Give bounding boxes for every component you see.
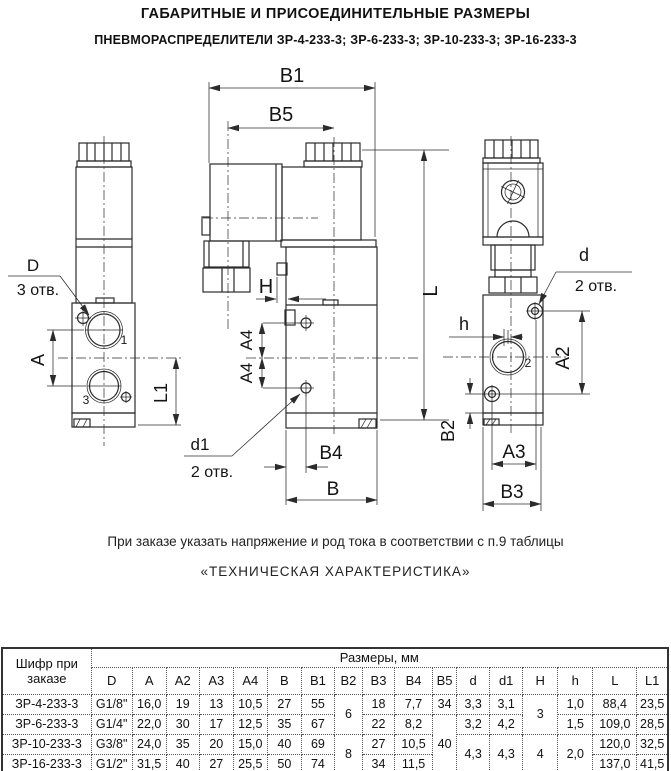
dim-label-b4: B4 xyxy=(319,443,343,464)
fixing-hole-d1 xyxy=(298,315,314,331)
port-number-3: 3 xyxy=(82,393,90,407)
solenoid-coil xyxy=(282,167,361,240)
dimension-b4 xyxy=(264,394,343,473)
column-header: A2 xyxy=(166,668,199,695)
table-cell: 8 xyxy=(334,735,362,771)
column-header: d1 xyxy=(490,668,523,695)
dim-label-h-lower: h xyxy=(458,314,470,334)
table-cell: 4,2 xyxy=(490,715,523,735)
table-cell: 1,0 xyxy=(558,695,593,715)
table-cell: 28,5 xyxy=(637,715,668,735)
table-cell: 20 xyxy=(199,735,233,755)
dim-label-l: L xyxy=(420,285,442,297)
dimension-a2 xyxy=(501,311,590,394)
dimension-h-upper xyxy=(256,276,326,303)
column-header: A3 xyxy=(199,668,233,695)
table-cell: 34 xyxy=(362,755,394,771)
dim-label-d-port: D xyxy=(26,256,40,275)
dim-label-b2: B2 xyxy=(438,419,458,443)
column-header: B4 xyxy=(395,668,433,695)
table-cell: 16,0 xyxy=(132,695,166,715)
page-title: ГАБАРИТНЫЕ И ПРИСОЕДИНИТЕЛЬНЫЕ РАЗМЕРЫ xyxy=(140,6,531,22)
table-cell: G1/8" xyxy=(91,695,132,715)
valve-body-front xyxy=(286,247,377,428)
hole-count-note: 3 отв. xyxy=(16,282,60,299)
order-note: При заказе указать напряжение и род тока в соответствии с п.9 таблицы xyxy=(107,534,564,549)
dim-label-h-upper: H xyxy=(258,276,274,298)
cable-gland xyxy=(203,268,250,292)
dimension-a4 xyxy=(237,323,300,388)
table-cell: 22 xyxy=(362,715,394,735)
table-cell: G1/2" xyxy=(91,755,132,771)
dim-label-b5: B5 xyxy=(268,104,294,126)
dim-label-a4: A4 xyxy=(237,362,256,384)
dimension-h-lower xyxy=(449,314,523,346)
column-header: B1 xyxy=(301,668,334,695)
port-number-2: 2 xyxy=(524,356,532,370)
column-header: L xyxy=(593,668,637,695)
dimension-b5 xyxy=(228,104,334,128)
table-cell: 35 xyxy=(166,735,199,755)
solenoid-body-right xyxy=(483,163,543,237)
dim-label-l1: L1 xyxy=(151,382,171,404)
technical-drawing xyxy=(0,60,671,535)
page-subtitle: ПНЕВМОРАСПРЕДЕЛИТЕЛИ ЗР-4-233-3; ЗР-6-233-3; ЗР-10-233-3; ЗР-16-233-3 xyxy=(94,33,577,47)
gland-nut xyxy=(489,277,537,293)
table-cell: 41,5 xyxy=(637,755,668,771)
row-code: ЗР-16-233-3 xyxy=(2,755,91,771)
table-cell: 69 xyxy=(301,735,334,755)
table-cell: 13 xyxy=(199,695,233,715)
dim-label-a: A xyxy=(28,353,48,367)
table-cell: 8,2 xyxy=(395,715,433,735)
row-code: ЗР-4-233-3 xyxy=(2,695,91,715)
table-cell: 27 xyxy=(267,695,301,715)
table-cell: 24,0 xyxy=(132,735,166,755)
dim-label-d-small: d xyxy=(578,245,590,265)
dim-label-b3: B3 xyxy=(500,482,524,503)
column-header: B3 xyxy=(362,668,394,695)
column-header: B xyxy=(267,668,301,695)
coil-cap-front xyxy=(304,143,362,167)
table-cell: 1,5 xyxy=(558,715,593,735)
table-cell: 88,4 xyxy=(593,695,637,715)
table-cell: 31,5 xyxy=(132,755,166,771)
table-cell: G1/4" xyxy=(91,715,132,735)
column-header: B2 xyxy=(334,668,362,695)
table-cell: 137,0 xyxy=(593,755,637,771)
screw-icon xyxy=(496,175,531,210)
table-cell: 35 xyxy=(267,715,301,735)
table-cell: 4,3 xyxy=(490,735,523,771)
dim-label-b: B xyxy=(326,479,340,500)
table-cell: 25,5 xyxy=(233,755,267,771)
table-cell: 4 xyxy=(523,735,558,771)
fixing-hole-d xyxy=(526,302,544,320)
dimension-l1 xyxy=(138,358,181,425)
table-cell: 12,5 xyxy=(233,715,267,735)
port-number-1: 1 xyxy=(120,333,128,347)
dimensions-table xyxy=(1,647,669,771)
table-cell: 40 xyxy=(267,735,301,755)
table-row xyxy=(2,695,668,715)
table-cell: 10,5 xyxy=(233,695,267,715)
dim-label-a3: A3 xyxy=(502,442,526,463)
dimension-b1 xyxy=(209,65,375,237)
column-header: B5 xyxy=(433,668,457,695)
table-cell: 19 xyxy=(166,695,199,715)
table-cell: 50 xyxy=(267,755,301,771)
fixing-hole-d xyxy=(483,385,501,403)
hole-count-note: 2 отв. xyxy=(574,278,618,295)
table-cell: 40 xyxy=(166,755,199,771)
table-cell: 27 xyxy=(199,755,233,771)
dim-label-a2: A2 xyxy=(553,346,574,370)
column-header: A xyxy=(132,668,166,695)
column-header: L1 xyxy=(637,668,668,695)
table-cell: G3/8" xyxy=(91,735,132,755)
table-cell: 22,0 xyxy=(132,715,166,735)
column-header: h xyxy=(558,668,593,695)
column-header: H xyxy=(523,668,558,695)
corner-header: Шифр при заказе xyxy=(2,648,91,695)
table-cell: 3,2 xyxy=(457,715,490,735)
hole-count-note: 2 отв. xyxy=(190,464,234,481)
row-code: ЗР-10-233-3 xyxy=(2,735,91,755)
hole-callout-d xyxy=(8,256,89,315)
tech-spec-note: «ТЕХНИЧЕСКАЯ ХАРАКТЕРИСТИКА» xyxy=(200,564,471,579)
group-header: Размеры, мм xyxy=(91,648,668,668)
table-cell: 34 xyxy=(433,695,457,715)
cable-connector xyxy=(202,164,282,292)
table-cell: 18 xyxy=(362,695,394,715)
column-header: A4 xyxy=(233,668,267,695)
table-cell: 3 xyxy=(523,695,558,735)
table-cell: 74 xyxy=(301,755,334,771)
column-header: d xyxy=(457,668,490,695)
dimension-b xyxy=(286,430,377,505)
table-cell: 17 xyxy=(199,715,233,735)
dimension-b2 xyxy=(438,378,484,442)
table-cell: 40 xyxy=(433,715,457,771)
table-cell: 3,1 xyxy=(490,695,523,715)
table-row xyxy=(2,735,668,755)
fixing-hole-d1 xyxy=(298,380,314,396)
table-cell: 7,7 xyxy=(395,695,433,715)
mounting-hole xyxy=(120,391,132,403)
right-view xyxy=(438,136,632,511)
table-cell: 3,3 xyxy=(457,695,490,715)
table-cell: 15,0 xyxy=(233,735,267,755)
left-view xyxy=(8,136,181,446)
table-cell: 4,3 xyxy=(457,735,490,771)
table-cell: 27 xyxy=(362,735,394,755)
table-cell: 23,5 xyxy=(637,695,668,715)
table-cell: 30 xyxy=(166,715,199,735)
table-cell: 2,0 xyxy=(558,735,593,771)
table-cell: 10,5 xyxy=(395,735,433,755)
hole-callout-d-small xyxy=(539,245,632,304)
row-code: ЗР-6-233-3 xyxy=(2,715,91,735)
table-cell: 11,5 xyxy=(395,755,433,771)
table-cell: 109,0 xyxy=(593,715,637,735)
column-header: D xyxy=(91,668,132,695)
dim-label-b1: B1 xyxy=(279,65,305,87)
hole-callout-d1 xyxy=(184,394,300,481)
table-cell: 6 xyxy=(334,695,362,735)
dim-label-d1: d1 xyxy=(190,435,210,454)
table-cell: 55 xyxy=(301,695,334,715)
table-cell: 32,5 xyxy=(637,735,668,755)
table-cell: 120,0 xyxy=(593,735,637,755)
coil-cap-right xyxy=(483,140,540,163)
mounting-hole xyxy=(75,310,91,326)
front-view xyxy=(184,65,449,505)
dim-label-a4: A4 xyxy=(237,329,256,351)
table-cell: 67 xyxy=(301,715,334,735)
